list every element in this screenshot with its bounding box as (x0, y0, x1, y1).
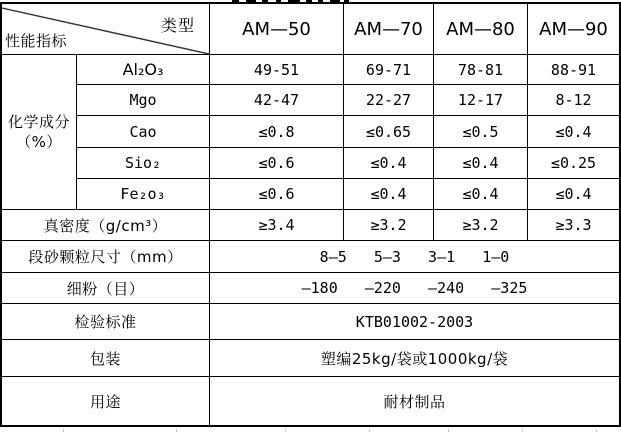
grain-row-label: 段砂颗粒尺寸（mm） (2, 241, 209, 272)
table-cell: ≤0.8 (210, 116, 343, 147)
standard-row-label: 检验标准 (2, 304, 209, 339)
table-cell: ≤0.6 (210, 148, 343, 178)
usage-row-value: 耐材制品 (210, 377, 619, 425)
table-cell: 69-71 (344, 55, 433, 84)
table-cell: 78-81 (434, 55, 527, 84)
table-cell: ≥3.2 (344, 210, 433, 240)
table-cell: ≤0.5 (434, 116, 527, 147)
corner-metric-label: 性能指标 (5, 32, 68, 50)
chem-row-label-mgo: Mgo (77, 85, 209, 115)
table-cell: ≤0.4 (344, 148, 433, 178)
table-cell: ≤0.4 (434, 179, 527, 209)
density-row-label: 真密度（g/cm³） (2, 210, 209, 240)
table-cell: ≤0.4 (528, 179, 619, 209)
table-cell: ≤0.4 (344, 179, 433, 209)
chem-row-label-fe2o3: Fe₂o₃ (77, 179, 209, 209)
usage-row-label: 用途 (2, 377, 209, 425)
chem-group-label-line1: 化学成分 (7, 113, 70, 131)
chem-group-label-line2: （%） (16, 133, 62, 151)
corner-cell (2, 4, 209, 54)
table-cell: ≤0.4 (434, 148, 527, 178)
standard-row-value: KTB01002-2003 (210, 304, 619, 339)
table-cell: 12-17 (434, 85, 527, 115)
column-header-am90: AM—90 (528, 4, 619, 54)
chem-row-label-cao: Cao (77, 116, 209, 147)
chem-row-label-sio2: Sio₂ (77, 148, 209, 178)
column-header-am80: AM—80 (434, 4, 527, 54)
table-cell: ≤0.6 (210, 179, 343, 209)
table-cell: 22-27 (344, 85, 433, 115)
chem-row-label-al2o3: Al₂O₃ (77, 55, 209, 84)
fine-row-label: 细粉（目） (2, 273, 209, 303)
grain-row-value: 8—5 5—3 3—1 1—0 (210, 241, 619, 272)
spec-table (0, 2, 621, 427)
table-cell: 88-91 (528, 55, 619, 84)
table-cell: ≤0.65 (344, 116, 433, 147)
table-cell: ≥3.4 (210, 210, 343, 240)
packing-row-value: 塑编25kg/袋或1000kg/袋 (210, 340, 619, 376)
chem-group-label (2, 55, 76, 209)
column-header-am50: AM—50 (210, 4, 343, 54)
table-cell: ≥3.2 (434, 210, 527, 240)
packing-row-label: 包装 (2, 340, 209, 376)
table-cell: 42-47 (210, 85, 343, 115)
table-cell: ≥3.3 (528, 210, 619, 240)
table-cell: 49-51 (210, 55, 343, 84)
corner-type-label: 类型 (160, 16, 195, 35)
column-header-am70: AM—70 (344, 4, 433, 54)
table-cell: ≤0.25 (528, 148, 619, 178)
table-cell: ≤0.4 (528, 116, 619, 147)
fine-row-value: —180 —220 —240 —325 (210, 273, 619, 303)
table-cell: 8-12 (528, 85, 619, 115)
